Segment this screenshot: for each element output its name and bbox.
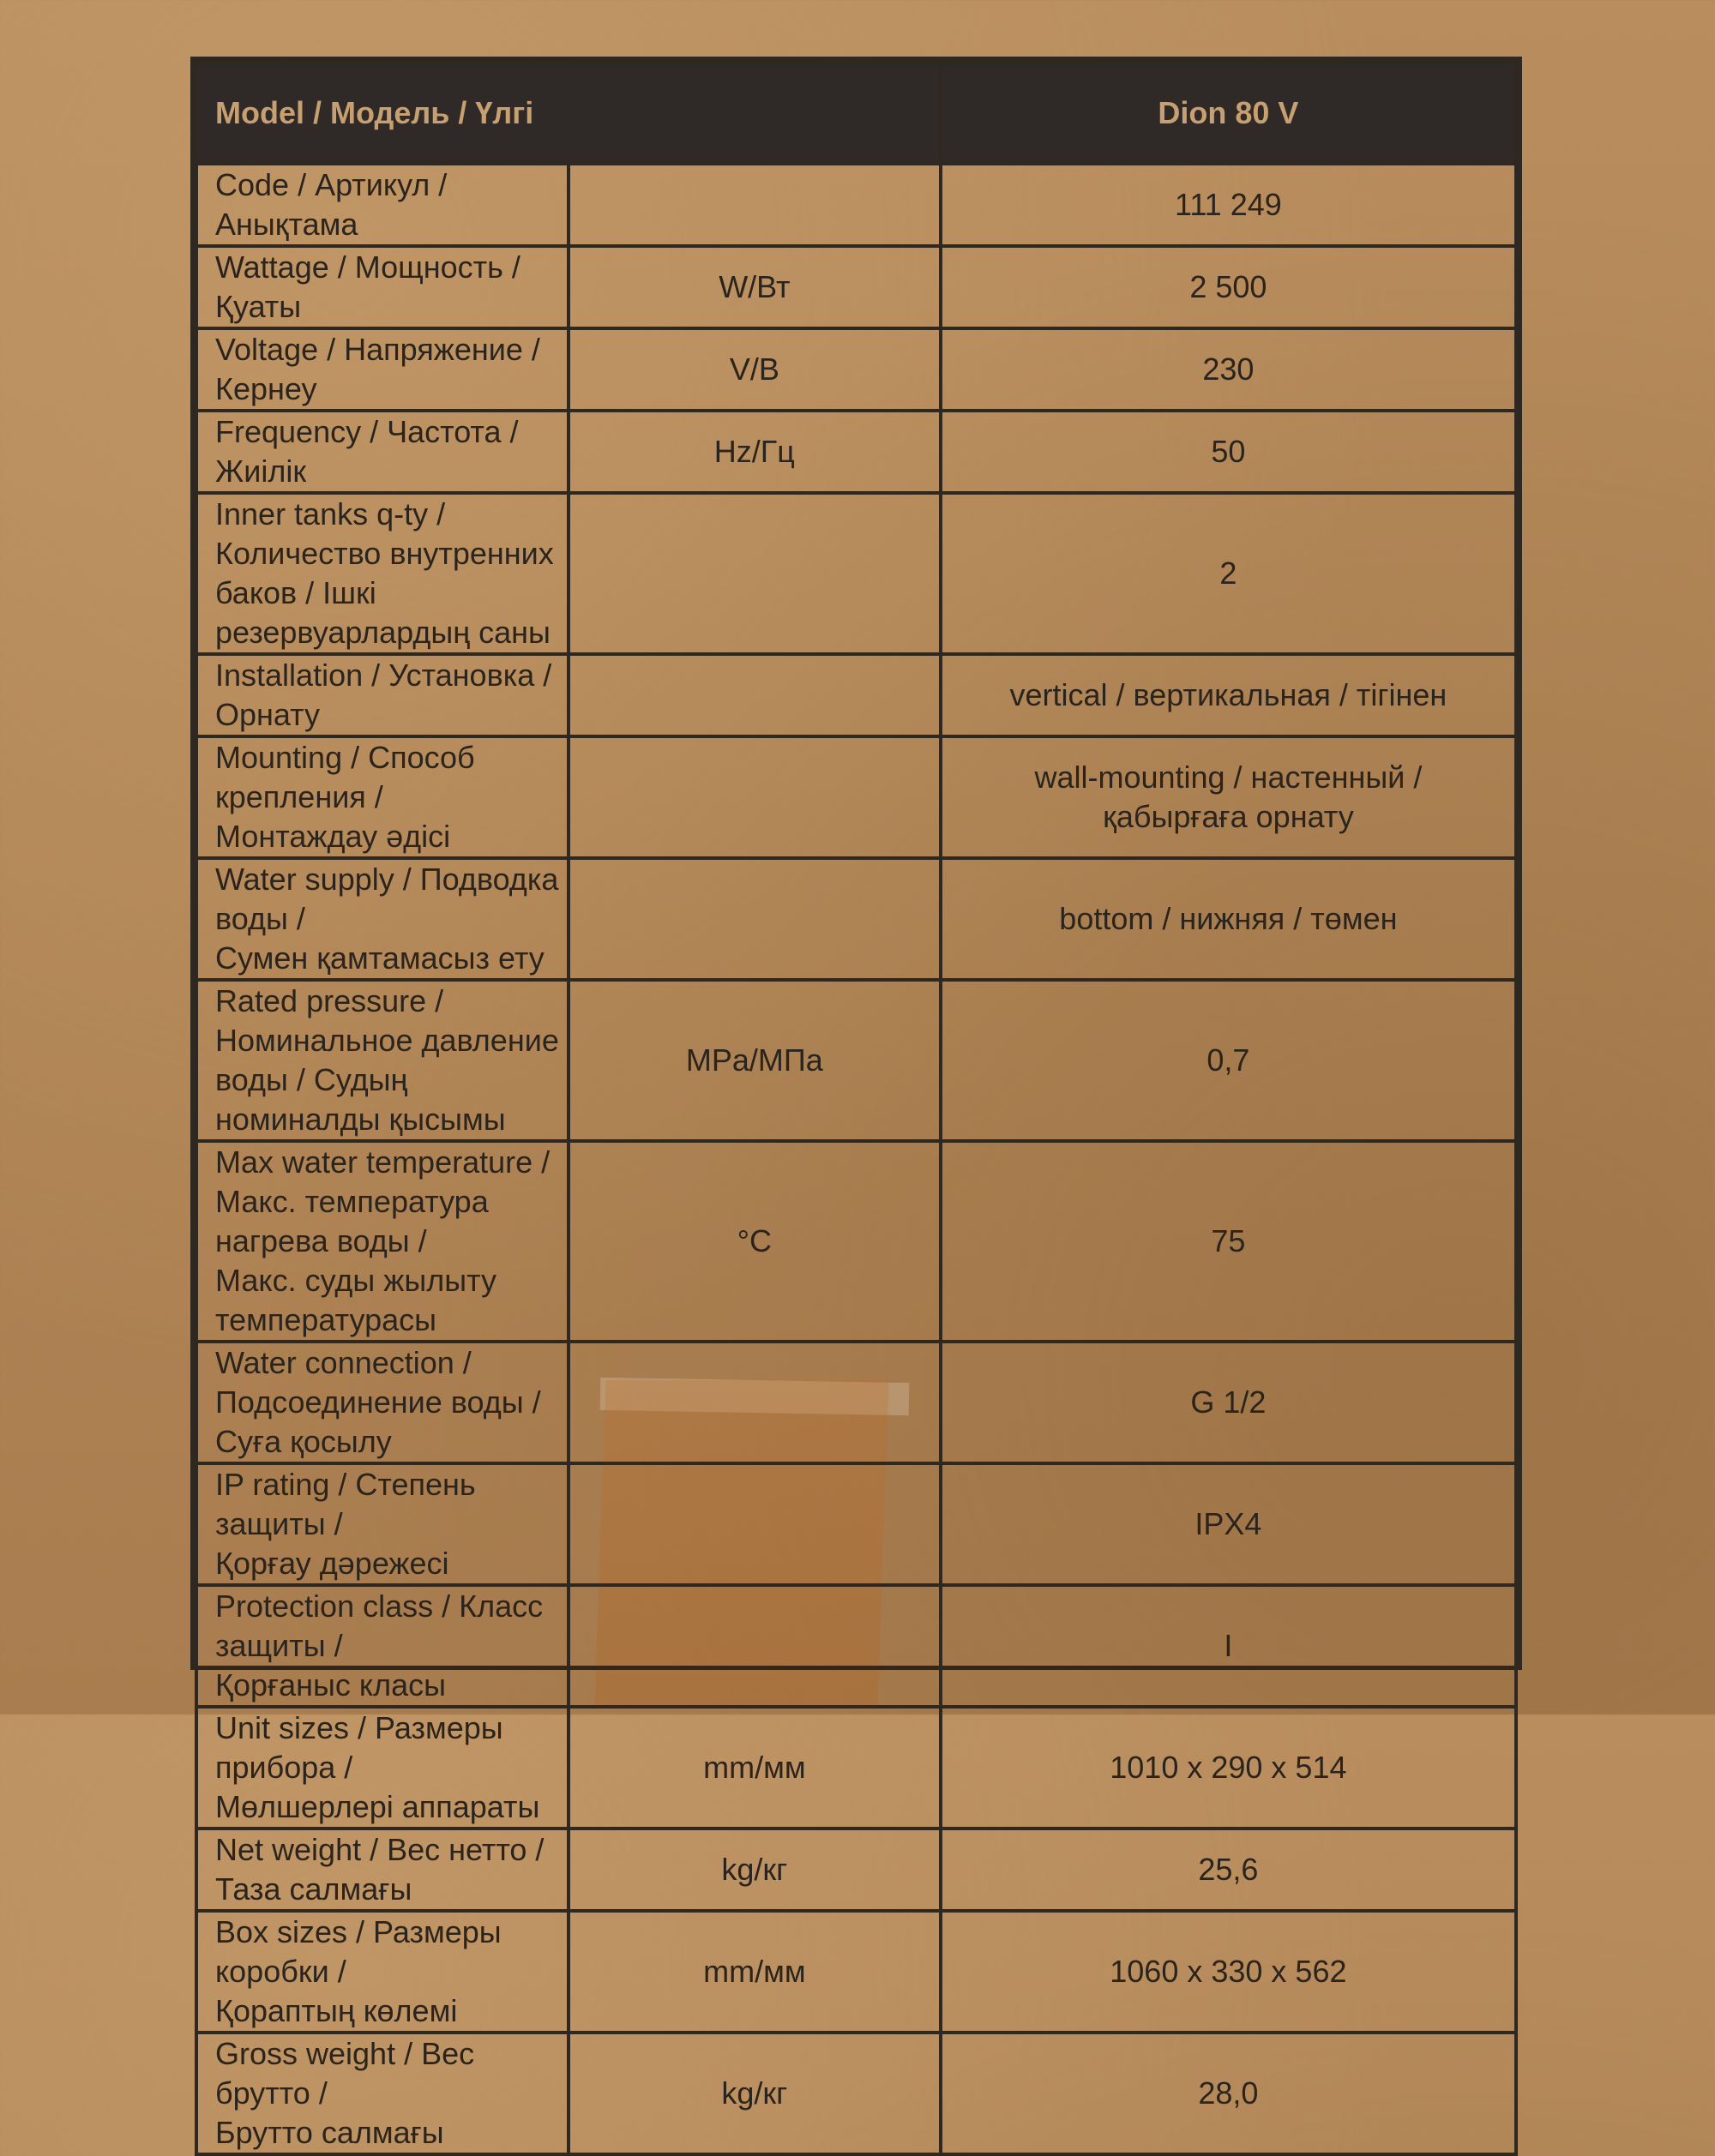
param-label-line: Қорғаныс класы <box>215 1667 446 1703</box>
param-label-line: Суға қосылу <box>215 1424 392 1459</box>
param-value: wall-mounting / настенный / қабырғаға орнату <box>941 736 1516 858</box>
param-unit <box>569 736 941 858</box>
param-value: I <box>941 1585 1516 1707</box>
param-label-line: Қораптың көлемі <box>215 1993 458 2028</box>
param-value: 0,7 <box>941 980 1516 1141</box>
param-value: 25,6 <box>941 1829 1516 1911</box>
param-label-line: Installation / Установка / Орнату <box>215 658 552 732</box>
spec-body <box>196 164 1516 2154</box>
param-unit <box>569 164 941 246</box>
param-label <box>196 858 569 980</box>
param-value: 230 <box>941 328 1516 411</box>
param-label <box>196 328 569 411</box>
param-label-line: Voltage / Напряжение / Кернеу <box>215 332 540 406</box>
table-row <box>196 246 1516 328</box>
param-label-line: Rated pressure / Номинальное давление <box>215 983 559 1058</box>
table-row <box>196 1911 1516 2033</box>
param-label <box>196 411 569 493</box>
param-label-line: Mounting / Способ крепления / <box>215 740 475 814</box>
param-unit: kg/кг <box>569 1829 941 1911</box>
param-value: bottom / нижняя / төмен <box>941 858 1516 980</box>
param-label-line: Мөлшерлері аппараты <box>215 1789 540 1824</box>
param-label-line: Wattage / Мощность / Қуаты <box>215 249 521 324</box>
param-value: 2 <box>941 493 1516 654</box>
header-row <box>196 63 1516 164</box>
model-label: Model / Модель / Үлгі <box>196 63 941 164</box>
param-label <box>196 654 569 736</box>
param-label <box>196 2033 569 2154</box>
model-value: Dion 80 V <box>941 63 1516 164</box>
param-unit <box>569 1585 941 1707</box>
param-label <box>196 1585 569 1707</box>
param-unit <box>569 493 941 654</box>
param-label-line: Сумен қамтамасыз ету <box>215 940 545 976</box>
param-label <box>196 1141 569 1342</box>
param-label-line: Макс. температура нагрева воды / <box>215 1184 489 1258</box>
param-value: 50 <box>941 411 1516 493</box>
param-label-line: IP rating / Степень защиты / <box>215 1467 476 1541</box>
param-value: vertical / вертикальная / тігінен <box>941 654 1516 736</box>
param-value: 75 <box>941 1141 1516 1342</box>
param-unit <box>569 1463 941 1585</box>
param-value: 1060 x 330 x 562 <box>941 1911 1516 2033</box>
table-row <box>196 654 1516 736</box>
param-unit: mm/мм <box>569 1707 941 1829</box>
param-value: 2 500 <box>941 246 1516 328</box>
param-label <box>196 1463 569 1585</box>
param-label-line: Protection class / Класс защиты / <box>215 1588 544 1663</box>
param-label-line: Box sizes / Размеры коробки / <box>215 1914 502 1989</box>
param-label <box>196 493 569 654</box>
table-row <box>196 493 1516 654</box>
param-unit <box>569 858 941 980</box>
param-label <box>196 736 569 858</box>
param-label-line: Қорғау дәрежесі <box>215 1546 449 1581</box>
param-label-line: Gross weight / Вес брутто / <box>215 2036 475 2111</box>
param-unit: Hz/Гц <box>569 411 941 493</box>
param-label <box>196 1707 569 1829</box>
param-label <box>196 980 569 1141</box>
param-unit: W/Вт <box>569 246 941 328</box>
param-label-line: Макс. суды жылыту температурасы <box>215 1263 496 1337</box>
param-label <box>196 246 569 328</box>
param-label-line: воды / Судың номиналды қысымы <box>215 1062 506 1137</box>
spec-table-frame <box>190 57 1522 2150</box>
table-row <box>196 1585 1516 1707</box>
param-unit: kg/кг <box>569 2033 941 2154</box>
table-row <box>196 1342 1516 1463</box>
table-row <box>196 858 1516 980</box>
param-label-line: Code / Артикул / Анықтама <box>215 167 448 242</box>
table-row <box>196 411 1516 493</box>
table-row <box>196 1463 1516 1585</box>
param-value: IPX4 <box>941 1463 1516 1585</box>
param-unit <box>569 1342 941 1463</box>
param-label-line: Net weight / Вес нетто / Таза салмағы <box>215 1832 545 1907</box>
param-value: 111 249 <box>941 164 1516 246</box>
param-unit <box>569 654 941 736</box>
table-row <box>196 736 1516 858</box>
param-label-line: Монтаждау әдісі <box>215 819 451 854</box>
table-row <box>196 328 1516 411</box>
table-row <box>196 2033 1516 2154</box>
table-row <box>196 1141 1516 1342</box>
param-label-line: Брутто салмағы <box>215 2115 444 2150</box>
param-value: G 1/2 <box>941 1342 1516 1463</box>
param-unit: V/B <box>569 328 941 411</box>
param-label <box>196 164 569 246</box>
param-value: 28,0 <box>941 2033 1516 2154</box>
table-row <box>196 1707 1516 1829</box>
param-label-line: Water connection / Подсоединение воды / <box>215 1345 541 1420</box>
param-unit: °C <box>569 1141 941 1342</box>
param-label-line: Frequency / Частота / Жиілік <box>215 414 519 489</box>
param-label-line: баков / Ішкі резервуарлардың саны <box>215 575 551 650</box>
param-label <box>196 1342 569 1463</box>
param-label-line: Water supply / Подводка воды / <box>215 862 559 936</box>
param-label <box>196 1829 569 1911</box>
spec-table <box>195 61 1518 2156</box>
param-value: 1010 x 290 x 514 <box>941 1707 1516 1829</box>
table-row <box>196 164 1516 246</box>
param-unit: MPa/МПа <box>569 980 941 1141</box>
param-label-line: Inner tanks q-ty / Количество внутренних <box>215 496 554 571</box>
table-row <box>196 1829 1516 1911</box>
param-label-line: Max water temperature / <box>215 1144 551 1180</box>
param-label-line: Unit sizes / Размеры прибора / <box>215 1710 503 1785</box>
param-label <box>196 1911 569 2033</box>
param-unit: mm/мм <box>569 1911 941 2033</box>
table-row <box>196 980 1516 1141</box>
